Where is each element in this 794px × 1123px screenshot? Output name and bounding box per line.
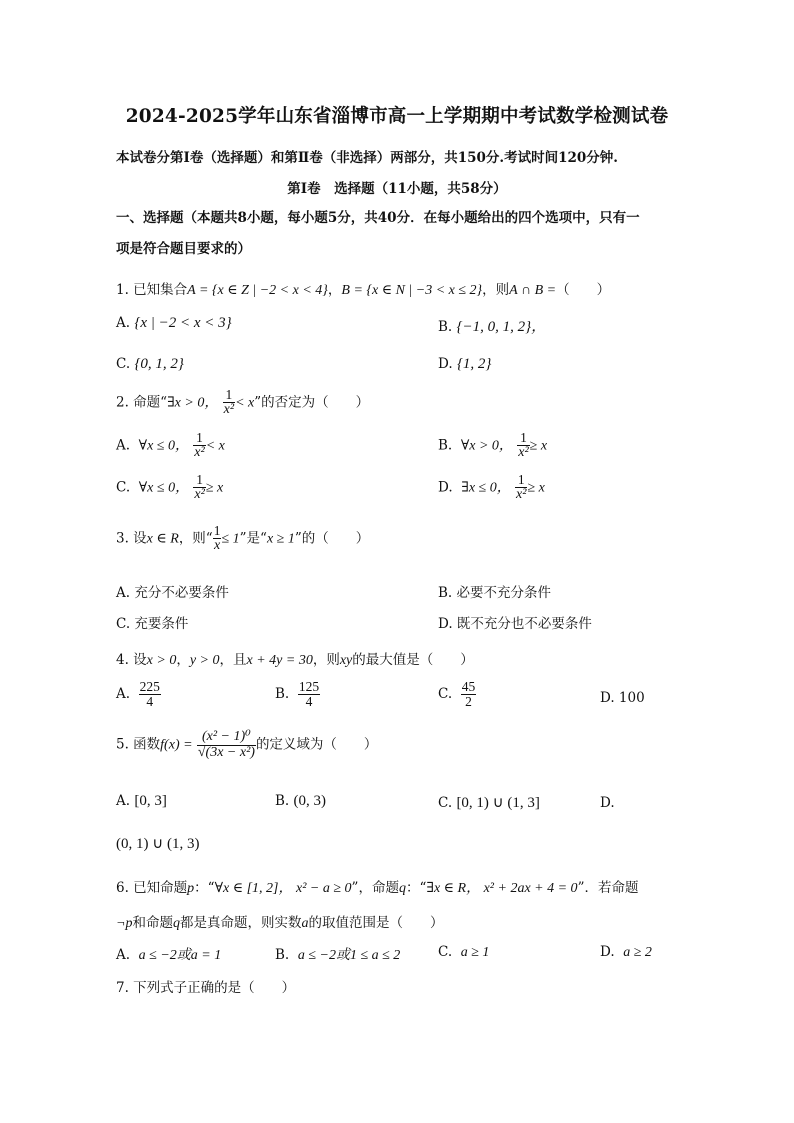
section1-instructions-line1: 一、选择题（本题共8小题，每小题5分，共40分．在每小题给出的四个选项中，只有一 xyxy=(116,210,640,226)
q3-option-b[interactable]: B. 必要不充分条件 xyxy=(438,585,552,601)
question-6-stem-line2: ¬p和命题q都是真命题，则实数a的取值范围是（ ） xyxy=(116,915,444,931)
q6-option-b[interactable]: B. a ≤ −2或1 ≤ a ≤ 2 xyxy=(275,947,401,963)
question-4-stem: 4. 设x > 0，y > 0，且x + 4y = 30，则xy的最大值是（ ） xyxy=(116,652,474,668)
q1-option-b[interactable]: B. {−1, 0, 1, 2}， xyxy=(438,319,547,335)
q5-option-a[interactable]: A. [0, 3] xyxy=(116,793,167,809)
q4-option-a[interactable]: A. $\frac{225}{4}$ xyxy=(116,679,160,710)
q4-option-b[interactable]: B. $\frac{125}{4}$ xyxy=(275,679,320,710)
q3-fraction: $\frac{1}{x}$ xyxy=(213,523,221,554)
q1-option-c[interactable]: C. {0, 1, 2} xyxy=(116,356,184,372)
exam-intro: 本试卷分第Ⅰ卷（选择题）和第Ⅱ卷（非选择）两部分，共150分.考试时间120分钟. xyxy=(116,150,618,166)
section1-instructions-line2: 项是符合题目要求的） xyxy=(116,241,251,257)
q3-option-a[interactable]: A. 充分不必要条件 xyxy=(116,585,229,601)
q3-option-c[interactable]: C. 充要条件 xyxy=(116,616,189,632)
q2-option-a[interactable]: A. ∀x ≤ 0， $\frac{1}{\text{x²}}$ < x xyxy=(116,430,225,461)
q5-option-b[interactable]: B. (0, 3) xyxy=(275,793,327,809)
q2-option-d[interactable]: D. ∃x ≤ 0， $\frac{1}{\text{x²}}$ ≥ x xyxy=(438,472,545,503)
page-title: 2024-2025学年山东省淄博市高一上学期期中考试数学检测试卷 xyxy=(125,106,669,127)
question-5-stem: 5. 函数f(x) = $\frac{\text{(x² − 1)⁰}}{\text{√(3x − x²)}}$ 的定义域为（ ） xyxy=(116,729,378,760)
set-a: A = {x ∈ Z | −2 < x < 4} xyxy=(187,283,328,298)
q5-fraction: $\frac{\text{(x² − 1)⁰}}{\text{√(3x − x²)}}$ xyxy=(197,729,255,760)
question-3-stem: 3. 设x ∈ R，则“ $\frac{1}{x}$ ≤ 1”是“x ≥ 1”的（ ） xyxy=(116,523,370,554)
q3-option-d[interactable]: D. 既不充分也不必要条件 xyxy=(438,616,592,632)
intersection-expr: A ∩ B = xyxy=(509,283,557,298)
q1-option-a[interactable]: A. {x | −2 < x < 3} xyxy=(116,315,232,331)
question-2-stem: 2. 命题“∃x > 0， $\frac{1}{\text{x²}}$ < x”的否定为（ ） xyxy=(116,387,370,418)
q6-option-d[interactable]: D. a ≥ 2 xyxy=(600,944,652,960)
q5-option-c[interactable]: C. [0, 1) ∪ (1, 3] xyxy=(438,795,540,811)
q6-option-a[interactable]: A. a ≤ −2或a = 1 xyxy=(116,947,222,963)
q6-option-c[interactable]: C. a ≥ 1 xyxy=(438,944,490,960)
q2-option-c[interactable]: C. ∀x ≤ 0， $\frac{1}{\text{x²}}$ ≥ x xyxy=(116,472,224,503)
question-1-stem: 1. 已知集合A = {x ∈ Z | −2 < x < 4}，B = {x ∈ N | −3 < x ≤ 2}，则A ∩ B =（ ） xyxy=(116,282,611,298)
q2-option-b[interactable]: B. ∀x > 0， $\frac{1}{\text{x²}}$ ≥ x xyxy=(438,430,548,461)
q4-option-c[interactable]: C. $\frac{45}{2}$ xyxy=(438,679,476,710)
question-6-stem-line1: 6. 已知命题p：“∀x ∈ [1, 2]， x² − a ≥ 0”，命题q：“∃x ∈ R， x² + 2ax + 4 = 0”．若命题 xyxy=(116,880,639,896)
q5-option-d-label[interactable]: D. xyxy=(600,795,615,811)
part1-heading: 第Ⅰ卷 选择题（11小题，共58分） xyxy=(287,181,507,197)
set-b: B = {x ∈ N | −3 < x ≤ 2} xyxy=(341,283,483,298)
q4-option-d[interactable]: D. 100 xyxy=(600,690,645,706)
question-7-stem: 7. 下列式子正确的是（ ） xyxy=(116,980,296,996)
q5-option-d[interactable]: (0, 1) ∪ (1, 3) xyxy=(116,836,200,852)
q2-fraction: $\frac{1}{\text{x²}}$ xyxy=(223,387,235,418)
q1-option-d[interactable]: D. {1, 2} xyxy=(438,356,492,372)
